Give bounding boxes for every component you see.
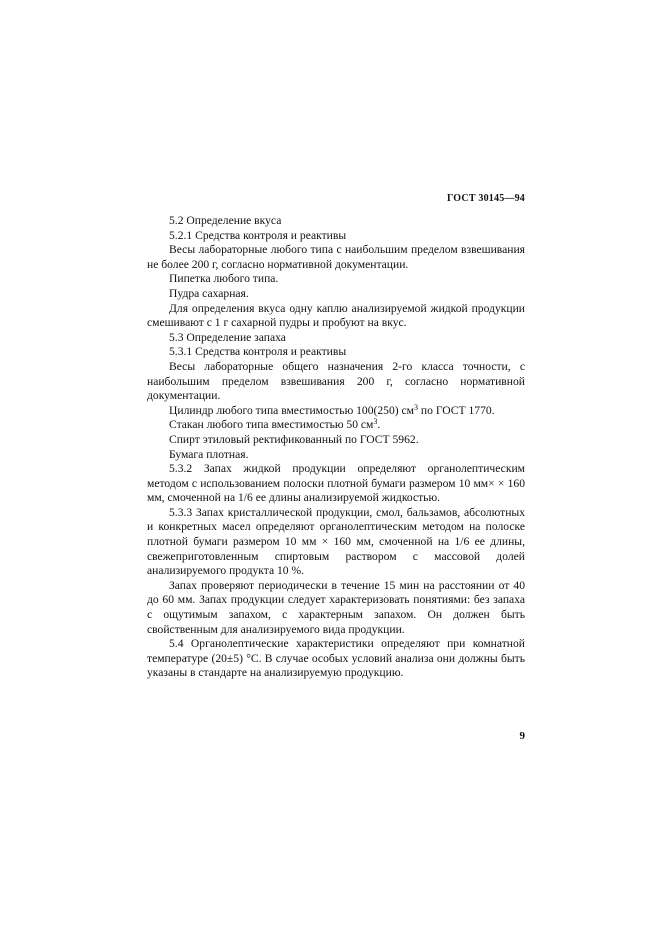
paragraph-taste-method: Для определения вкуса одну каплю анализируемой жидкой продукции смешивают с 1 г сахарной пудры и пробуют на вкус.	[147, 301, 525, 330]
subsection-heading-5-2-1: 5.2.1 Средства контроля и реактивы	[169, 228, 347, 242]
paragraph-5-4: 5.4 Органолептические характеристики определяют при комнатной температуре (20±5) °С. В случае особых условий анализа они должны быть указаны в стандарте на анализируемую продукцию.	[147, 637, 525, 680]
paragraph-5-3-2: 5.3.2 Запах жидкой продукции определяют органолептическим методом с использованием полоски плотной бумаги размером 10 мм× × 160 мм, смоченной на 1/6 ее длины анализируемой жидкостью.	[147, 462, 525, 505]
paragraph-odor-check: Запах проверяют периодически в течение 15 мин на расстоянии от 40 до 60 мм. Запах продукции следует характеризовать понятиями: без запаха с ощутимым запахом, с характерным запахом. Он должен быть свойственным для анализируемого вида продукции.	[147, 578, 525, 636]
page-number: 9	[519, 730, 525, 742]
paragraph-scales-taste: Весы лабораторные любого типа с наибольшим пределом взвешивания не более 200 г, согласно нормативной документации.	[147, 243, 525, 271]
paragraph-pipette: Пипетка любого типа.	[169, 272, 279, 286]
document-code-header: ГОСТ 30145—94	[446, 193, 525, 204]
beaker-unit-exponent: 3	[373, 417, 378, 427]
cylinder-unit-exponent: 3	[414, 402, 419, 412]
paragraph-cylinder	[147, 404, 525, 419]
paragraph-beaker	[147, 418, 525, 433]
cylinder-text: Цилиндр любого типа вместимостью 100(250) см	[169, 403, 415, 417]
paragraph-sugar-powder: Пудра сахарная.	[169, 286, 249, 300]
paragraph-5-3-3: 5.3.3 Запах кристаллической продукции, смол, бальзамов, абсолютных и конкретных масел определяют органолептическим методом на полоске плотной бумаги размером 10 мм × 160 мм, смоченной на 1/6 ее длины, свежеприготовленным спиртовым раствором с массовой долей анализируемого продукта 10 %.	[147, 505, 525, 578]
paragraph-ethanol: Спирт этиловый ректификованный по ГОСТ 5962.	[169, 432, 419, 446]
document-body	[147, 214, 525, 681]
cylinder-standard: по ГОСТ 1770.	[418, 403, 495, 417]
beaker-text: Стакан любого типа вместимостью 50 см	[169, 418, 374, 432]
section-heading-5-2: 5.2 Определение вкуса	[169, 214, 282, 227]
paragraph-paper: Бумага плотная.	[169, 447, 249, 461]
beaker-period: .	[377, 418, 381, 432]
section-heading-5-3: 5.3 Определение запаха	[169, 330, 286, 344]
paragraph-scales-odor: Весы лабораторные общего назначения 2-го класса точности, с наибольшим пределом взвешивания 200 г, согласно нормативной документации.	[147, 359, 525, 403]
subsection-heading-5-3-1: 5.3.1 Средства контроля и реактивы	[169, 345, 347, 359]
